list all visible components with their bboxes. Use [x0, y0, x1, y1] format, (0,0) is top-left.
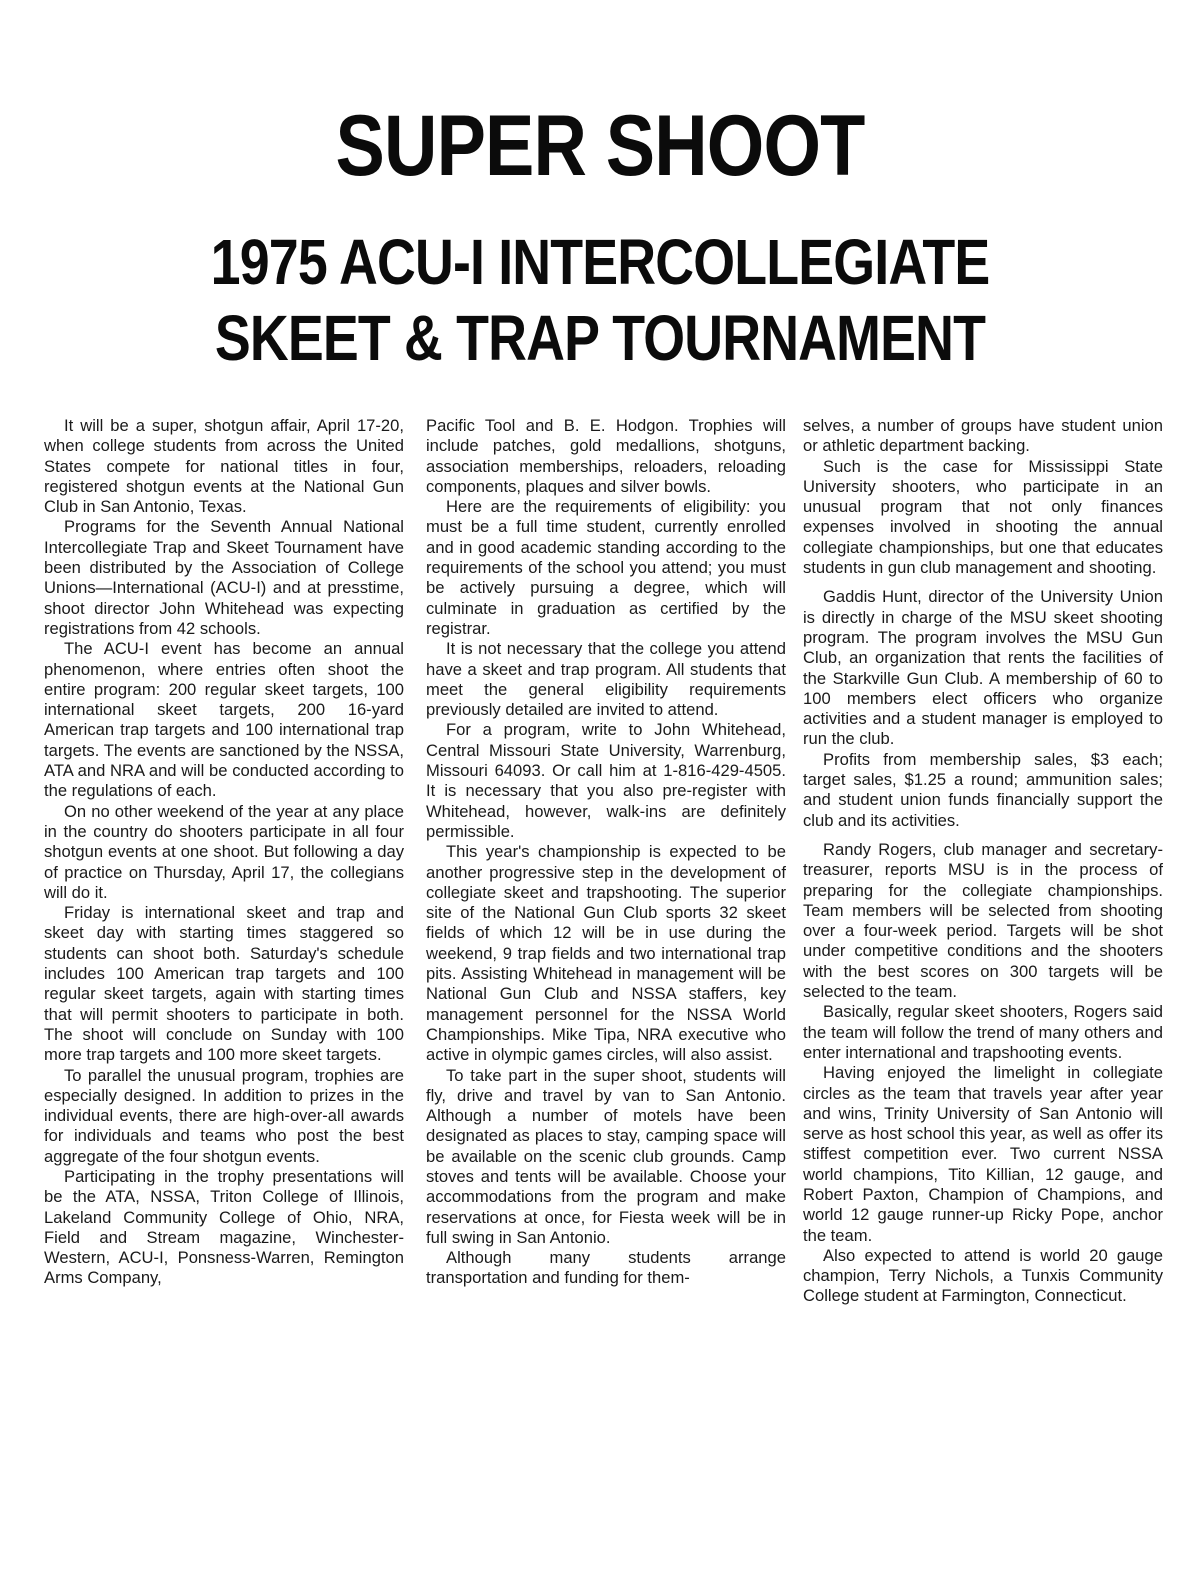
article-subtitle-line-2: SKEET & TRAP TOURNAMENT — [214, 302, 986, 374]
paragraph: Randy Rogers, club manager and secretary-treasurer, reports MSU is in the process of preparing for the collegiate championships. Team members will be selected from shooting over a four-week period. Targets will be shot under competitive conditions and the shooters with the best scores on 300 targets will be selected to the team. — [803, 839, 1163, 1002]
paragraph: Although many students arrange transportation and funding for them- — [426, 1248, 786, 1288]
paragraph: To parallel the unusual program, trophies are especially designed. In addition to prizes in the individual events, there are high-over-all awards for individuals and teams who post the best aggregate of the four shotgun events. — [44, 1065, 404, 1166]
paragraph: Gaddis Hunt, director of the University Union is directly in charge of the MSU skeet shooting program. The program involves the MSU Gun Club, an organization that rents the facilities of the Starkville Gun Club. A membership of 60 to 100 members elect officers who organize activities and a student manager is employed to run the club. — [803, 587, 1163, 749]
text-column-3 — [803, 416, 1163, 1307]
paragraph: Friday is international skeet and trap and skeet day with starting times staggered so students can shoot both. Saturday's schedule includes 100 American trap targets and 100 regular skeet targets, again with starting times that will permit shooters to participate in both. The shoot will conclude on Sunday with 100 more trap targets and 100 more skeet targets. — [44, 903, 404, 1065]
text-column-2 — [426, 416, 786, 1289]
paragraph: On no other weekend of the year at any place in the country do shooters participate in all four shotgun events at one shoot. But following a day of practice on Thursday, April 17, the collegians will do it. — [44, 801, 404, 902]
text-column-1 — [44, 416, 404, 1289]
paragraph: Basically, regular skeet shooters, Rogers said the team will follow the trend of many others and enter international and trapshooting events. — [803, 1002, 1163, 1062]
paragraph: It will be a super, shotgun affair, April 17-20, when college students from across the United States compete for national titles in four, registered shotgun events at the National Gun Club in San Antonio, Texas. — [44, 416, 404, 517]
paragraph: Profits from membership sales, $3 each; target sales, $1.25 a round; ammunition sales; and student union funds financially support the club and its activities. — [803, 749, 1163, 830]
article-subtitle-line-1: 1975 ACU-I INTERCOLLEGIATE — [210, 226, 990, 298]
paragraph: Pacific Tool and B. E. Hodgon. Trophies will include patches, gold medallions, shotguns, association memberships, reloaders, reloading components, plaques and silver bowls. — [426, 416, 786, 496]
paragraph: Such is the case for Mississippi State University shooters, who participate in an unusual program that not only finances expenses involved in shooting the annual collegiate championships, but one that educates students in gun club management and shooting. — [803, 456, 1163, 578]
paragraph: Participating in the trophy presentations will be the ATA, NSSA, Triton College of Illinois, Lakeland Community College of Ohio, NRA, Field and Stream magazine, Winchester-Western, ACU-I, Ponsness-Warren, Remington Arms Company, — [44, 1166, 404, 1288]
paragraph: selves, a number of groups have student union or athletic department backing. — [803, 416, 1163, 456]
paragraph: Here are the requirements of eligibility: you must be a full time student, currently enrolled and in good academic standing according to the requirements of the school you attend; you must be actively pursuing a degree, which will culminate in graduation as certified by the registrar. — [426, 497, 786, 638]
paragraph: The ACU-I event has become an annual phenomenon, where entries often shoot the entire program: 200 regular skeet targets, 100 international skeet targets, 200 16-yard American trap targets and 100 international trap targets. The events are sanctioned by the NSSA, ATA and NRA and will be conducted according to the regulations of each. — [44, 639, 404, 801]
paragraph: Having enjoyed the limelight in collegiate circles as the team that travels year after year and wins, Trinity University of San Antonio will serve as host school this year, as well as offer its stiffest competition ever. Two current NSSA world champions, Tito Killian, 12 gauge, and Robert Paxton, Champion of Champions, and world 12 gauge runner-up Ricky Pope, anchor the team. — [803, 1063, 1163, 1245]
paragraph: Programs for the Seventh Annual National Intercollegiate Trap and Skeet Tournament have been distributed by the Association of College Unions—International (ACU-I) and at presstime, shoot director John Whitehead was expecting registrations from 42 schools. — [44, 517, 404, 638]
paragraph: This year's championship is expected to be another progressive step in the development of collegiate skeet and trapshooting. The superior site of the National Gun Club sports 32 skeet fields of which 12 will be in use during the weekend, 9 trap fields and two international trap pits. Assisting Whitehead in management will be National Gun Club and NSSA staffers, key management personnel for the NSSA World Championships. Mike Tipa, NRA executive who active in olympic games circles, will also assist. — [426, 842, 786, 1065]
paragraph: For a program, write to John Whitehead, Central Missouri State University, Warrenburg, Missouri 64093. Or call him at 1-816-429-4505. It is necessary that you also pre-register with Whitehead, however, walk-ins are definitely permissible. — [426, 720, 786, 841]
paragraph: It is not necessary that the college you attend have a skeet and trap program. All students that meet the general eligibility requirements previously detailed are invited to attend. — [426, 639, 786, 720]
paragraph: Also expected to attend is world 20 gauge champion, Terry Nichols, a Tunxis Community College student at Farmington, Connecticut. — [803, 1245, 1163, 1306]
paragraph: To take part in the super shoot, students will fly, drive and travel by van to San Antonio. Although a number of motels have been designated as places to stay, camping space will be available on the scenic club grounds. Camp stoves and tents will be available. Choose your accommodations from the program and make reservations at once, for Fiesta week will be in full swing in San Antonio. — [426, 1065, 786, 1247]
article-title: SUPER SHOOT — [335, 98, 865, 194]
